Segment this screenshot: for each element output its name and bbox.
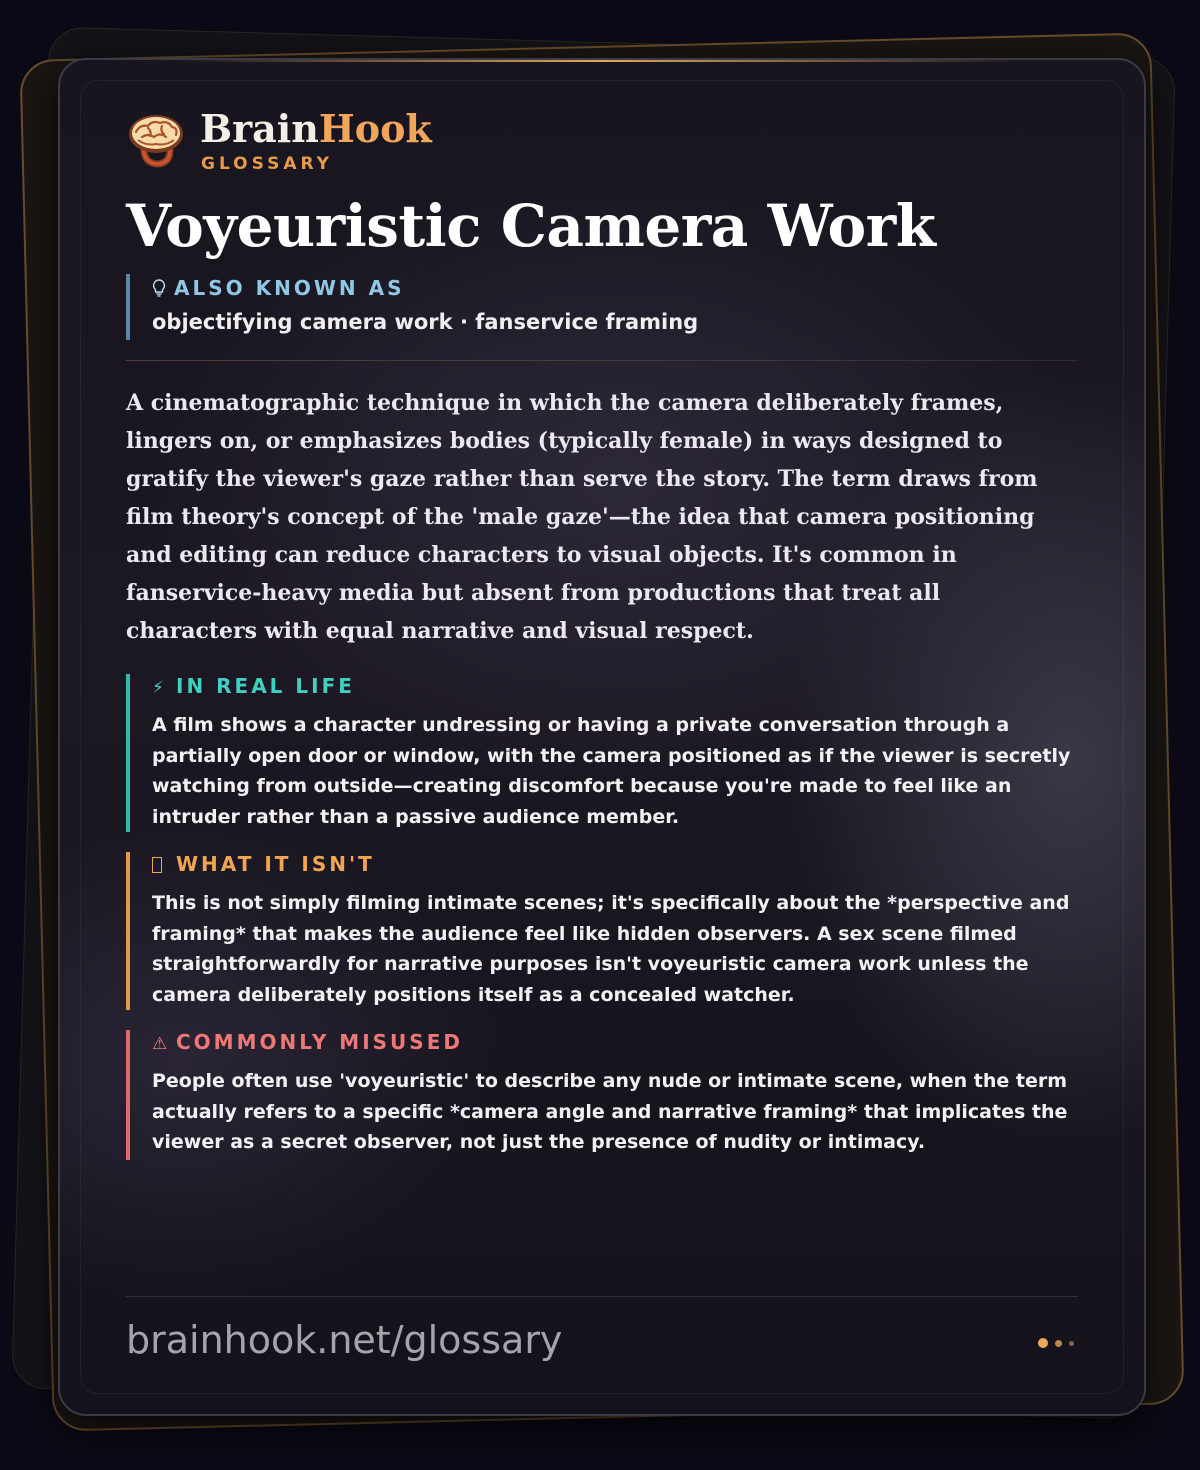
brain-hook-icon xyxy=(126,110,186,170)
callout-in-real-life-text: A film shows a character undressing or having a private conversation through a partially open door or window, with the camera positioned as if the viewer is secretly watching from outside—creating discomfort because you're made to feel like an intruder rather than a passive audience member. xyxy=(152,714,1071,828)
term-title: Voyeuristic Camera Work xyxy=(126,192,936,260)
callout-in-real-life-label: IN REAL LIFE xyxy=(176,674,355,698)
also-known-as-block xyxy=(126,274,1026,340)
page-dot xyxy=(1055,1340,1062,1347)
warning-icon: ⚠ xyxy=(152,1034,168,1054)
callout-commonly-misused-heading xyxy=(152,1030,1078,1054)
callout-what-it-isnt-text: This is not simply filming intimate scenes; it's specifically about the *perspective and framing* that makes the audience feel like hidden observers. A sex scene filmed straightforwardly for narrative purposes isn't voyeuristic camera work unless the camera deliberately positions itself as a concealed watcher. xyxy=(152,892,1070,1006)
page-dots-icon xyxy=(1038,1338,1078,1348)
callout-commonly-misused-text: People often use 'voyeuristic' to describe any nude or intimate scene, when the term actually refers to a specific *camera angle and narrative framing* that implicates the viewer as a secret observer, not just the presence of nudity or intimacy. xyxy=(152,1070,1068,1153)
brand-subtitle: GLOSSARY xyxy=(201,154,333,174)
brand-header xyxy=(126,106,726,176)
also-known-as-label: ALSO KNOWN AS xyxy=(174,276,405,300)
page-dot xyxy=(1069,1341,1074,1346)
lightning-icon: ⚡ xyxy=(152,678,164,698)
missing-glyph-icon xyxy=(152,857,162,873)
divider xyxy=(126,360,1078,361)
callout-in-real-life-heading xyxy=(152,674,1078,698)
also-known-as-text: objectifying camera work · fanservice framing xyxy=(152,310,699,334)
callout-in-real-life xyxy=(126,674,1078,832)
brand-name-part1: Brain xyxy=(200,106,319,151)
footer-url: brainhook.net/glossary xyxy=(126,1318,563,1362)
page-dot-active xyxy=(1038,1338,1048,1348)
callout-commonly-misused-label: COMMONLY MISUSED xyxy=(176,1030,463,1054)
glossary-card xyxy=(58,58,1146,1416)
card-top-glow xyxy=(180,60,1024,62)
term-definition: A cinematographic technique in which the camera deliberately frames, lingers on, or emphasizes bodies (typically female) in ways designed to gratify the viewer's gaze rather than serve the story. The term draws from film theory's concept of the 'male gaze'—the idea that camera positioning and editing can reduce characters to visual objects. It's common in fanservice-heavy media but absent from productions that treat all characters with equal narrative and visual respect. xyxy=(126,390,1038,644)
footer-divider xyxy=(126,1296,1078,1297)
callout-commonly-misused xyxy=(126,1030,1078,1160)
callout-what-it-isnt-heading xyxy=(152,852,1078,876)
callout-what-it-isnt-label: WHAT IT ISN'T xyxy=(176,852,375,876)
callout-what-it-isnt xyxy=(126,852,1078,1010)
brand-name xyxy=(200,106,432,151)
also-known-as-heading xyxy=(152,276,1026,300)
lightbulb-icon xyxy=(152,279,174,300)
brand-name-part2: Hook xyxy=(318,106,432,151)
